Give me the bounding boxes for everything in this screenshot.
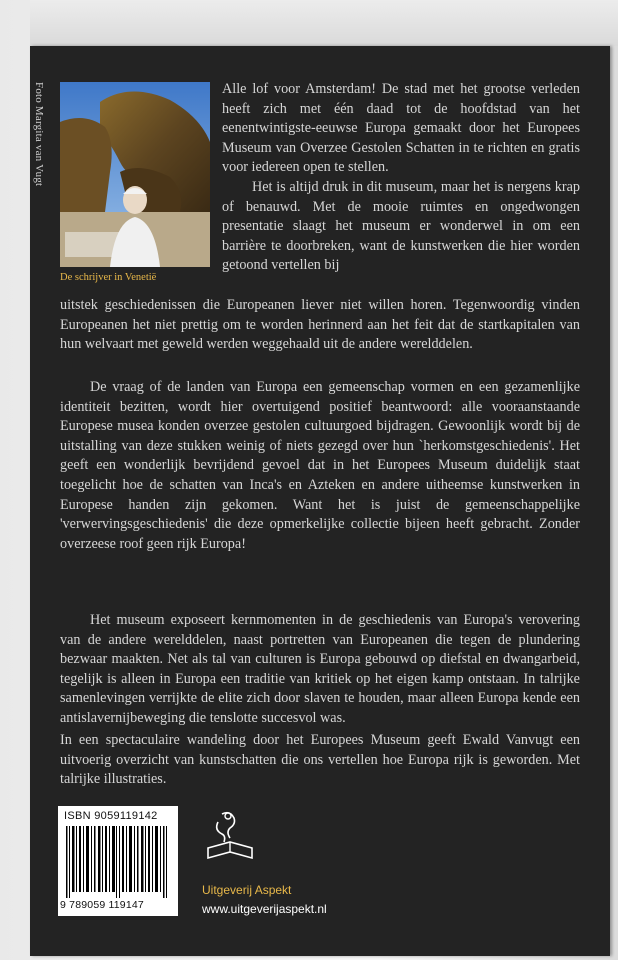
paragraph-4: Het museum exposeert kernmomenten in de geschiedenis van Europa's verovering van de andere werelddelen, naast portretten van Europeanen die tegen de plundering bezwaar maakten. Net als tal van culturen is Europa gebouwd op diefstal en dwangarbeid, tegelijk is alleen in Europa een traditie van kritiek op het eigen kamp ontstaan. In talrijke samenlevingen verrijkte de elite zich door slaven te houden, maar alleen Europa kende een antislavernijbeweging die tenslotte succesvol was. xyxy=(60,612,580,726)
paragraph-5: In een spectaculaire wandeling door het Europees Museum geeft Ewald Vanvugt een uitvoerig overzicht van kunstschatten die ons vertellen hoe Europa rijk is geworden. Met talrijke illustraties. xyxy=(60,732,580,788)
isbn-barcode xyxy=(58,806,178,916)
paragraph-2-start: Het is altijd druk in dit museum, maar het is nergens krap of benauwd. Met de mooie ruimtes en ongedwongen presentatie slaagt het museum er wonderwel in om een barrière te doorbreken, want de kunstwerken die hier worden getoond vertellen bij xyxy=(222,178,580,274)
barcode-digits: 9 789059 119147 xyxy=(60,899,144,911)
publisher-website: www.uitgeverijaspekt.nl xyxy=(202,902,327,916)
author-photo-image xyxy=(60,82,210,267)
photo-credit xyxy=(33,82,53,267)
publisher-name: Uitgeverij Aspekt xyxy=(202,883,292,897)
photo-caption: De schrijver in Venetië xyxy=(60,272,157,283)
paragraph-1: Alle lof voor Amsterdam! De stad met het grootse verleden heeft zich met één daad tot de hoofdstad van het eenentwintigste-eeuwse Europa gemaakt door het Europees Museum van Overzee Gestolen Schatten in te richten en gratis voor iedereen open te stellen. xyxy=(222,81,580,176)
paragraph-3: De vraag of de landen van Europa een gemeenschap vormen en een gezamenlijke identiteit bezitten, wordt hier overtuigend positief beantwoord: alle vooraanstaande Europese musea konden overzee gestolen cultuurgoed bijdragen. Gewoonlijk wordt bij de uitstalling van deze stukken weinig of niets gezegd over hun `herkomstgeschiedenis'. Het geeft een wonderlijk bevrijdend gevoel dat in het Europees Museum duidelijk staat toegelicht hoe de schatten van Inca's en Azteken en andere uitheemse kunstwerken in Europese handen zijn gekomen. Want het is juist de gemeenschappelijke 'verwervingsgeschiedenis' die deze opmerkelijke collectie bijeen heeft gebracht. Zonder overzeese roof geen rijk Europa! xyxy=(60,379,580,552)
paragraph-2-continued: uitstek geschiedenissen die Europeanen liever niet willen horen. Tegenwoordig vinden Europeanen het niet prettig om te worden herinnerd aan het feit dat de startkapitalen van hun welvaart met geweld werden weggehaald uit de andere werelddelen. xyxy=(60,297,580,353)
intro-text-block xyxy=(222,80,580,276)
publisher-logo-icon xyxy=(200,808,260,873)
photo-credit-text: Foto Margita van Vugt xyxy=(33,82,45,187)
author-photo xyxy=(60,82,210,267)
isbn-label: ISBN 9059119142 xyxy=(64,810,158,822)
book-top-edge xyxy=(30,0,618,46)
barcode-bars xyxy=(64,826,172,898)
